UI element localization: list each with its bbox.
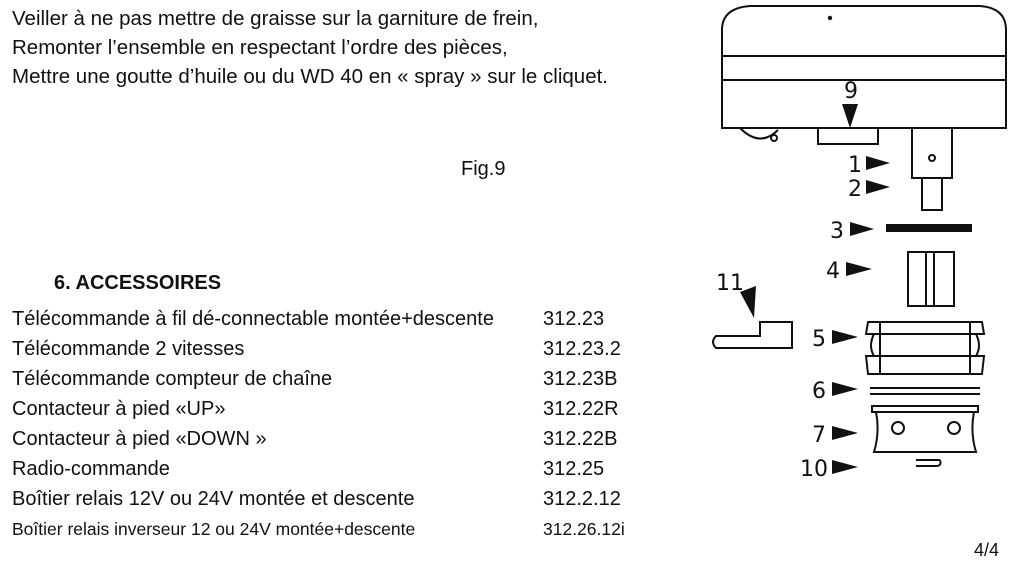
callout-number: 9 (844, 79, 858, 104)
accessory-name: Télécommande 2 vitesses (12, 338, 245, 360)
section-heading: 6. ACCESSOIRES (54, 272, 222, 294)
accessory-name: Contacteur à pied «UP» (12, 398, 226, 420)
arrow-4-icon (846, 262, 872, 276)
page-number: 4/4 (974, 540, 1000, 560)
figure-caption: Fig.9 (461, 158, 506, 180)
pawl-block-part (908, 252, 954, 306)
arrow-10-icon (832, 460, 858, 474)
accessory-code: 312.23B (543, 368, 618, 390)
accessory-code: 312.26.12i (543, 519, 625, 539)
arrow-6-icon (832, 382, 858, 396)
drum-part (872, 406, 978, 452)
accessory-name: Radio-commande (12, 458, 170, 480)
accessory-name: Télécommande à fil dé-connectable montée+descente (12, 308, 494, 330)
callout-arrows (740, 104, 890, 474)
callout-number: 7 (812, 423, 826, 448)
intro-line: Veiller à ne pas mettre de graisse sur la garniture de frein, (12, 7, 539, 30)
arrow-3-icon (850, 222, 874, 236)
callout-number: 4 (826, 259, 840, 284)
brake-pad-part (886, 224, 972, 232)
callout-number: 11 (716, 271, 744, 296)
callout-number: 5 (812, 327, 826, 352)
callout-number: 1 (848, 153, 862, 178)
accessory-code: 312.2.12 (543, 488, 621, 510)
intro-text (12, 4, 608, 91)
accessory-name: Boîtier relais 12V ou 24V montée et descente (12, 488, 415, 510)
callout-number: 6 (812, 379, 826, 404)
accessory-name: Boîtier relais inverseur 12 ou 24V montée+descente (12, 519, 416, 539)
pin-part (916, 460, 941, 466)
accessory-code: 312.25 (543, 458, 605, 480)
accessory-name: Contacteur à pied «DOWN » (12, 428, 267, 450)
accessory-name: Télécommande compteur de chaîne (12, 368, 333, 390)
intro-line: Mettre une goutte d’huile ou du WD 40 en « spray » sur le cliquet. (12, 65, 608, 88)
callout-number: 10 (800, 457, 828, 482)
motor-housing (722, 6, 1006, 144)
intro-line: Remonter l’ensemble en respectant l’ordre des pièces, (12, 36, 508, 59)
accessory-code: 312.23.2 (543, 338, 621, 360)
arrow-7-icon (832, 426, 858, 440)
arrow-1-icon (866, 156, 890, 170)
shaft-part (912, 128, 952, 210)
callout-number: 2 (848, 177, 862, 202)
exploded-diagram (700, 0, 1024, 570)
callout-number: 3 (830, 219, 844, 244)
lever-part (713, 322, 792, 348)
gear-part (866, 322, 984, 374)
arrow-5-icon (832, 330, 858, 344)
accessory-code: 312.22B (543, 428, 618, 450)
accessory-code: 312.23 (543, 308, 605, 330)
arrow-2-icon (866, 180, 890, 194)
ring-part (870, 388, 980, 394)
accessory-code: 312.22R (543, 398, 619, 420)
